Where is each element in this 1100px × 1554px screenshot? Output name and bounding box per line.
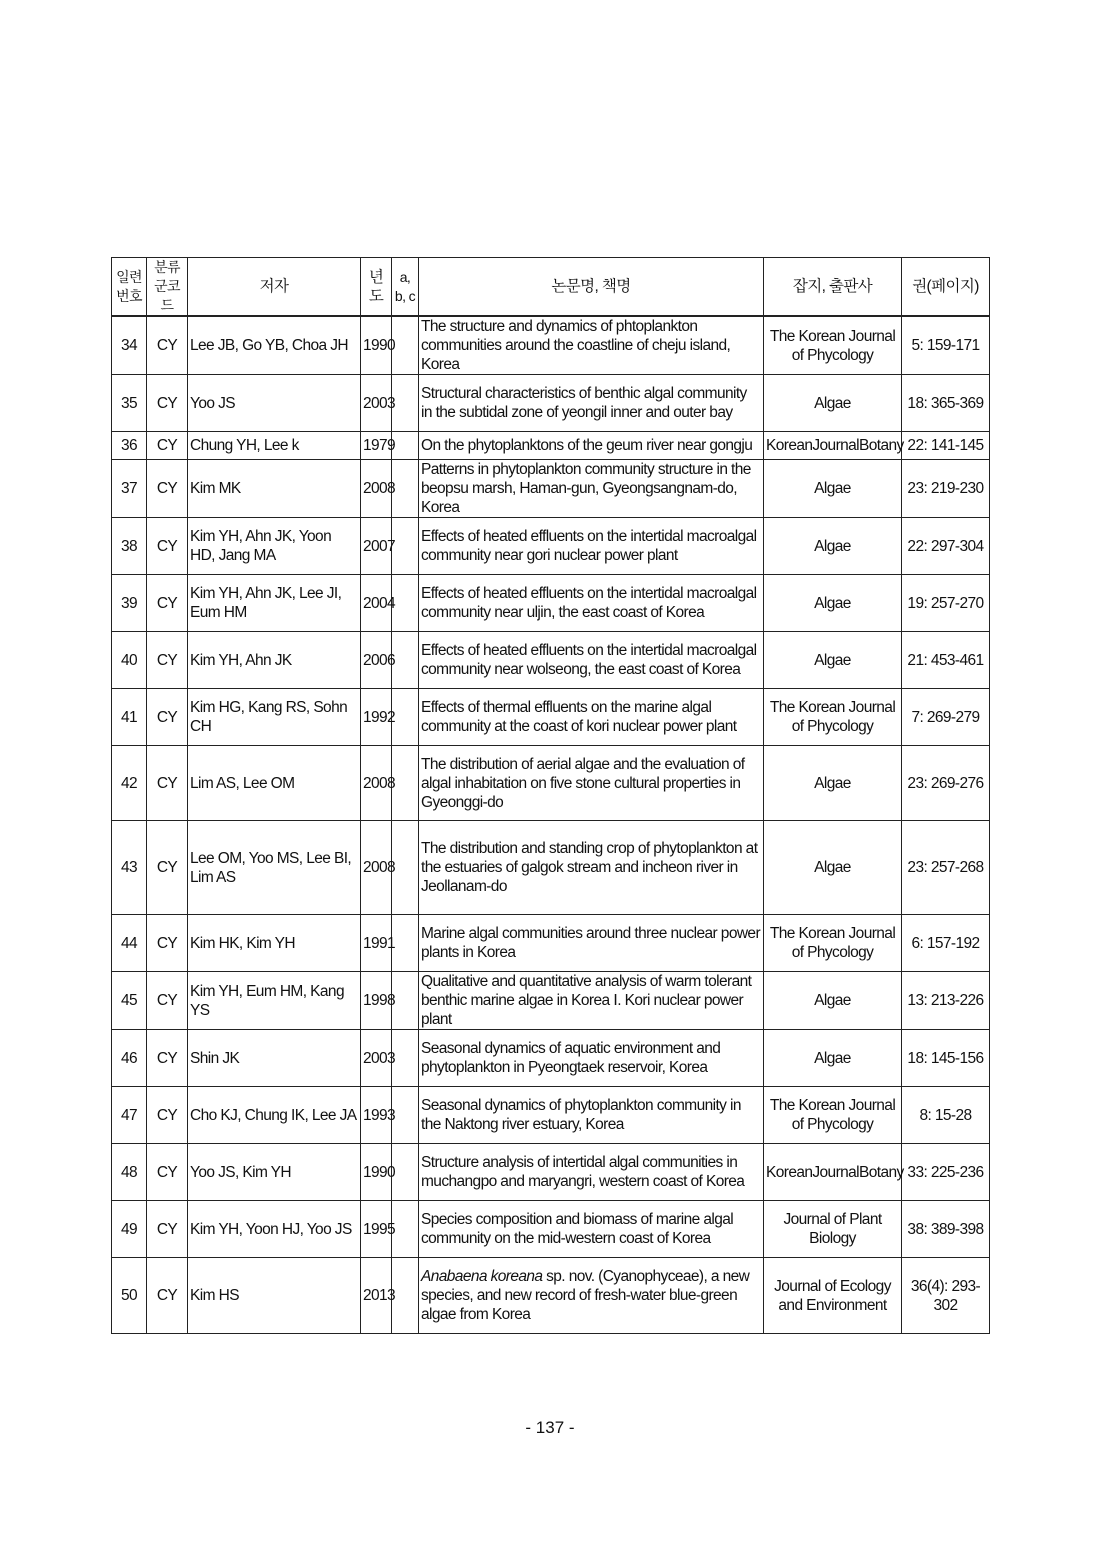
journal-cell: Algae (764, 972, 902, 1030)
serial-number-cell: 43 (112, 821, 147, 915)
volume-pages-cell: 8: 15-28 (902, 1087, 990, 1144)
table-row (112, 316, 990, 375)
title-cell: Effects of heated effluents on the intertidal macroalgal community near gori nuclear power plant (419, 518, 764, 575)
taxon-code-cell: CY (147, 375, 188, 432)
authors-cell: Kim MK (188, 460, 361, 518)
journal-cell: The Korean Journal of Phycology (764, 1087, 902, 1144)
volume-pages-cell: 22: 297-304 (902, 518, 990, 575)
abc-cell (392, 915, 419, 972)
title-cell: The distribution of aerial algae and the evaluation of algal inhabitation on five stone cultural properties in Gyeonggi-do (419, 746, 764, 821)
year-cell: 1995 (361, 1201, 392, 1258)
taxon-code-cell: CY (147, 915, 188, 972)
authors-cell: Yoo JS, Kim YH (188, 1144, 361, 1201)
journal-cell: Algae (764, 821, 902, 915)
year-cell: 1990 (361, 316, 392, 375)
title-cell: Qualitative and quantitative analysis of warm tolerant benthic marine algae in Korea Ⅰ. Kori nuclear power plant (419, 972, 764, 1030)
journal-cell: The Korean Journal of Phycology (764, 316, 902, 375)
volume-pages-cell: 23: 269-276 (902, 746, 990, 821)
serial-number-cell: 50 (112, 1258, 147, 1334)
volume-pages-cell: 23: 257-268 (902, 821, 990, 915)
volume-pages-cell: 38: 389-398 (902, 1201, 990, 1258)
authors-cell: Kim HS (188, 1258, 361, 1334)
title-cell: Species composition and biomass of marine algal community on the mid-western coast of Korea (419, 1201, 764, 1258)
table-row (112, 575, 990, 632)
volume-pages-cell: 18: 145-156 (902, 1030, 990, 1087)
authors-cell: Kim HG, Kang RS, Sohn CH (188, 689, 361, 746)
authors-cell: Kim YH, Ahn JK, Yoon HD, Jang MA (188, 518, 361, 575)
abc-cell (392, 1201, 419, 1258)
volume-pages-cell: 18: 365-369 (902, 375, 990, 432)
serial-number-cell: 34 (112, 316, 147, 375)
journal-cell: Algae (764, 375, 902, 432)
serial-number-cell: 36 (112, 432, 147, 460)
serial-number-cell: 40 (112, 632, 147, 689)
volume-pages-cell: 23: 219-230 (902, 460, 990, 518)
year-cell: 1991 (361, 915, 392, 972)
table-row (112, 1201, 990, 1258)
table-row (112, 432, 990, 460)
abc-cell (392, 432, 419, 460)
taxon-code-cell: CY (147, 689, 188, 746)
authors-cell: Kim YH, Ahn JK, Lee JI, Eum HM (188, 575, 361, 632)
taxon-code-cell: CY (147, 1030, 188, 1087)
journal-cell: Algae (764, 746, 902, 821)
header-year: 년도 (361, 258, 392, 317)
title-cell: Structure analysis of intertidal algal communities in muchangpo and maryangri, western coast of Korea (419, 1144, 764, 1201)
authors-cell: Lee JB, Go YB, Choa JH (188, 316, 361, 375)
taxon-code-cell: CY (147, 1144, 188, 1201)
table-row (112, 821, 990, 915)
table-row (112, 1087, 990, 1144)
abc-cell (392, 518, 419, 575)
abc-cell (392, 375, 419, 432)
title-cell: On the phytoplanktons of the geum river near gongju (419, 432, 764, 460)
journal-cell: KoreanJournalBotany (764, 1144, 902, 1201)
serial-number-cell: 49 (112, 1201, 147, 1258)
abc-cell (392, 632, 419, 689)
taxon-code-cell: CY (147, 1087, 188, 1144)
authors-cell: Lee OM, Yoo MS, Lee BI, Lim AS (188, 821, 361, 915)
year-cell: 2007 (361, 518, 392, 575)
serial-number-cell: 35 (112, 375, 147, 432)
abc-cell (392, 972, 419, 1030)
table-row (112, 375, 990, 432)
taxon-code-cell: CY (147, 432, 188, 460)
title-cell (419, 1258, 764, 1334)
authors-cell: Kim YH, Eum HM, Kang YS (188, 972, 361, 1030)
title-cell: Effects of thermal effluents on the marine algal community at the coast of kori nuclear power plant (419, 689, 764, 746)
taxon-code-cell: CY (147, 460, 188, 518)
title-cell: Structural characteristics of benthic algal community in the subtidal zone of yeongil inner and outer bay (419, 375, 764, 432)
authors-cell: Yoo JS (188, 375, 361, 432)
authors-cell: Cho KJ, Chung IK, Lee JA (188, 1087, 361, 1144)
serial-number-cell: 48 (112, 1144, 147, 1201)
journal-cell: Algae (764, 460, 902, 518)
year-cell: 2008 (361, 746, 392, 821)
year-cell: 2008 (361, 460, 392, 518)
header-journal: 잡지, 출판사 (764, 258, 902, 317)
taxon-code-cell: CY (147, 575, 188, 632)
title-cell: The structure and dynamics of phtoplankton communities around the coastline of cheju island, Korea (419, 316, 764, 375)
year-cell: 2013 (361, 1258, 392, 1334)
year-cell: 1979 (361, 432, 392, 460)
taxon-code-cell: CY (147, 518, 188, 575)
table-row (112, 518, 990, 575)
abc-cell (392, 746, 419, 821)
table-row (112, 1144, 990, 1201)
table-row (112, 632, 990, 689)
year-cell: 2003 (361, 1030, 392, 1087)
serial-number-cell: 45 (112, 972, 147, 1030)
reference-table (111, 257, 990, 1334)
title-cell: Effects of heated effluents on the intertidal macroalgal community near wolseong, the east coast of Korea (419, 632, 764, 689)
taxon-code-cell: CY (147, 1201, 188, 1258)
year-cell: 1993 (361, 1087, 392, 1144)
volume-pages-cell: 13: 213-226 (902, 972, 990, 1030)
header-abc: a, b, c (392, 258, 419, 317)
serial-number-cell: 37 (112, 460, 147, 518)
table-row (112, 1258, 990, 1334)
year-cell: 1992 (361, 689, 392, 746)
volume-pages-cell: 33: 225-236 (902, 1144, 990, 1201)
table-row (112, 1030, 990, 1087)
journal-cell: Journal of Plant Biology (764, 1201, 902, 1258)
volume-pages-cell: 36(4): 293-302 (902, 1258, 990, 1334)
title-cell: The distribution and standing crop of phytoplankton at the estuaries of galgok stream and incheon river in Jeollanam-do (419, 821, 764, 915)
authors-cell: Lim AS, Lee OM (188, 746, 361, 821)
table-row (112, 746, 990, 821)
volume-pages-cell: 19: 257-270 (902, 575, 990, 632)
abc-cell (392, 1030, 419, 1087)
header-taxon-code: 분류군코드 (147, 258, 188, 317)
year-cell: 2006 (361, 632, 392, 689)
page-number: - 137 - (525, 1418, 575, 1437)
serial-number-cell: 39 (112, 575, 147, 632)
journal-cell: KoreanJournalBotany (764, 432, 902, 460)
volume-pages-cell: 6: 157-192 (902, 915, 990, 972)
abc-cell (392, 1144, 419, 1201)
table-row (112, 460, 990, 518)
abc-cell (392, 316, 419, 375)
table-row (112, 689, 990, 746)
serial-number-cell: 41 (112, 689, 147, 746)
serial-number-cell: 38 (112, 518, 147, 575)
abc-cell (392, 821, 419, 915)
taxon-code-cell: CY (147, 632, 188, 689)
volume-pages-cell: 21: 453-461 (902, 632, 990, 689)
authors-cell: Shin JK (188, 1030, 361, 1087)
title-cell: Effects of heated effluents on the intertidal macroalgal community near uljin, the east coast of Korea (419, 575, 764, 632)
authors-cell: Kim HK, Kim YH (188, 915, 361, 972)
volume-pages-cell: 7: 269-279 (902, 689, 990, 746)
species-name: Anabaena koreana (421, 1268, 543, 1285)
taxon-code-cell: CY (147, 972, 188, 1030)
table-body (112, 316, 990, 1334)
abc-cell (392, 460, 419, 518)
table-header-row (112, 258, 990, 317)
journal-cell: Algae (764, 632, 902, 689)
header-authors: 저자 (188, 258, 361, 317)
serial-number-cell: 44 (112, 915, 147, 972)
serial-number-cell: 47 (112, 1087, 147, 1144)
header-serial-number: 일련번호 (112, 258, 147, 317)
taxon-code-cell: CY (147, 316, 188, 375)
journal-cell: Algae (764, 518, 902, 575)
year-cell: 2008 (361, 821, 392, 915)
journal-cell: The Korean Journal of Phycology (764, 689, 902, 746)
taxon-code-cell: CY (147, 1258, 188, 1334)
serial-number-cell: 46 (112, 1030, 147, 1087)
title-cell: Seasonal dynamics of phytoplankton community in the Naktong river estuary, Korea (419, 1087, 764, 1144)
year-cell: 1990 (361, 1144, 392, 1201)
title-cell: Patterns in phytoplankton community structure in the beopsu marsh, Haman-gun, Gyeongsangnam-do, Korea (419, 460, 764, 518)
authors-cell: Chung YH, Lee k (188, 432, 361, 460)
journal-cell: The Korean Journal of Phycology (764, 915, 902, 972)
header-volume-pages: 권(페이지) (902, 258, 990, 317)
title-text: sp. nov. (Cyanophyceae), a new species, and new record of fresh-water blue-green algae from Korea (421, 1268, 750, 1323)
taxon-code-cell: CY (147, 746, 188, 821)
year-cell: 2004 (361, 575, 392, 632)
table-row (112, 915, 990, 972)
journal-cell: Algae (764, 575, 902, 632)
authors-cell: Kim YH, Ahn JK (188, 632, 361, 689)
abc-cell (392, 575, 419, 632)
abc-cell (392, 689, 419, 746)
authors-cell: Kim YH, Yoon HJ, Yoo JS (188, 1201, 361, 1258)
title-cell: Marine algal communities around three nuclear power plants in Korea (419, 915, 764, 972)
title-cell: Seasonal dynamics of aquatic environment and phytoplankton in Pyeongtaek reservoir, Korea (419, 1030, 764, 1087)
year-cell: 2003 (361, 375, 392, 432)
journal-cell: Algae (764, 1030, 902, 1087)
abc-cell (392, 1258, 419, 1334)
volume-pages-cell: 5: 159-171 (902, 316, 990, 375)
table-row (112, 972, 990, 1030)
abc-cell (392, 1087, 419, 1144)
year-cell: 1998 (361, 972, 392, 1030)
journal-cell: Journal of Ecology and Environment (764, 1258, 902, 1334)
taxon-code-cell: CY (147, 821, 188, 915)
volume-pages-cell: 22: 141-145 (902, 432, 990, 460)
header-title: 논문명, 책명 (419, 258, 764, 317)
serial-number-cell: 42 (112, 746, 147, 821)
